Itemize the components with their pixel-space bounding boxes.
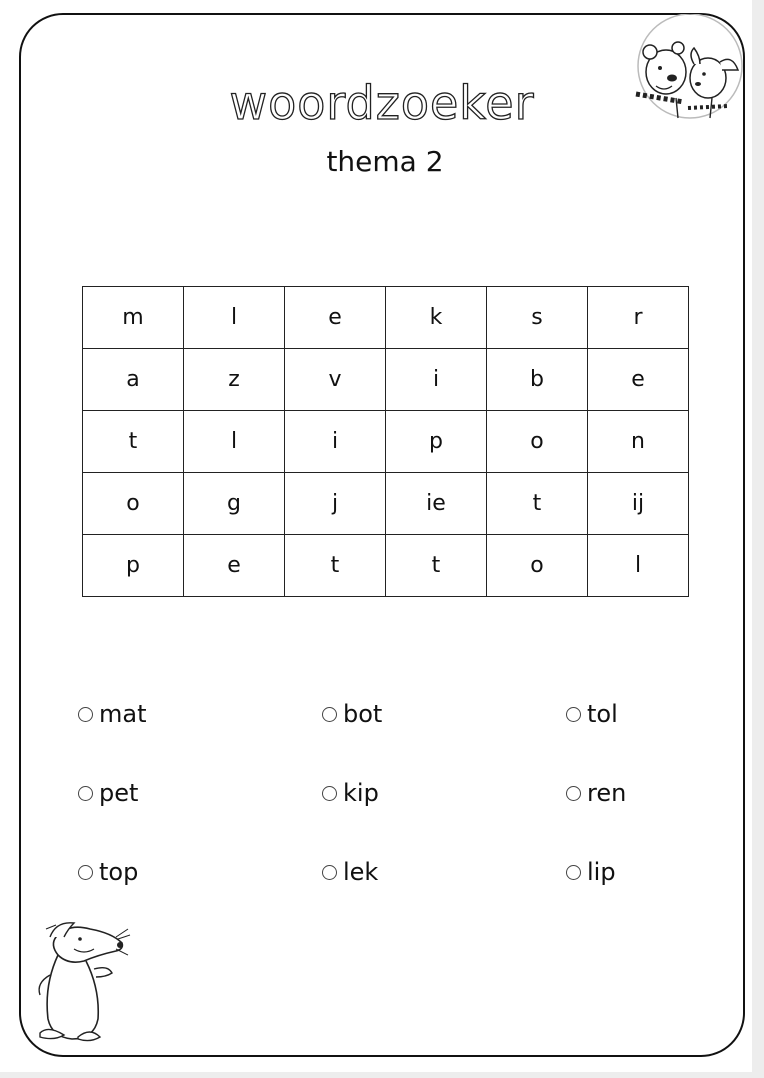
grid-cell[interactable]: l (184, 411, 285, 473)
grid-cell[interactable]: j (285, 473, 386, 535)
checkbox-circle-icon[interactable] (566, 786, 581, 801)
grid-row (83, 535, 689, 597)
grid-cell[interactable]: r (588, 287, 689, 349)
grid-cell[interactable]: i (386, 349, 487, 411)
grid-row (83, 473, 689, 535)
grid-row (83, 349, 689, 411)
grid-cell[interactable]: l (184, 287, 285, 349)
word-label: kip (343, 779, 379, 807)
word-item-top[interactable] (78, 858, 138, 886)
grid-cell[interactable]: o (487, 411, 588, 473)
mole-illustration (28, 915, 132, 1047)
grid-row (83, 411, 689, 473)
checkbox-circle-icon[interactable] (322, 865, 337, 880)
grid-cell[interactable]: p (83, 535, 184, 597)
grid-cell[interactable]: ie (386, 473, 487, 535)
grid-cell[interactable]: o (487, 535, 588, 597)
word-item-lek[interactable] (322, 858, 378, 886)
checkbox-circle-icon[interactable] (78, 707, 93, 722)
checkbox-circle-icon[interactable] (566, 865, 581, 880)
checkbox-circle-icon[interactable] (566, 707, 581, 722)
grid-cell[interactable]: s (487, 287, 588, 349)
word-label: ren (587, 779, 627, 807)
word-label: pet (99, 779, 139, 807)
grid-cell[interactable]: i (285, 411, 386, 473)
grid-cell[interactable]: a (83, 349, 184, 411)
page-subtitle: thema 2 (326, 145, 444, 178)
checkbox-circle-icon[interactable] (78, 865, 93, 880)
checkbox-circle-icon[interactable] (322, 707, 337, 722)
grid-cell[interactable]: z (184, 349, 285, 411)
grid-cell[interactable]: p (386, 411, 487, 473)
grid-cell[interactable]: b (487, 349, 588, 411)
grid-cell[interactable]: v (285, 349, 386, 411)
grid-cell[interactable]: t (285, 535, 386, 597)
grid-cell[interactable]: e (285, 287, 386, 349)
checkbox-circle-icon[interactable] (322, 786, 337, 801)
word-label: lek (343, 858, 379, 886)
word-item-mat[interactable] (78, 700, 147, 728)
word-item-kip[interactable] (322, 779, 379, 807)
word-label: mat (99, 700, 147, 728)
grid-cell[interactable]: n (588, 411, 689, 473)
word-item-pet[interactable] (78, 779, 138, 807)
grid-cell[interactable]: l (588, 535, 689, 597)
grid-row (83, 287, 689, 349)
grid-cell[interactable]: e (184, 535, 285, 597)
word-item-tol[interactable] (566, 700, 618, 728)
grid-cell[interactable]: g (184, 473, 285, 535)
grid-cell[interactable]: t (487, 473, 588, 535)
word-label: tol (587, 700, 618, 728)
word-search-grid (82, 286, 689, 597)
grid-cell[interactable]: t (83, 411, 184, 473)
grid-cell[interactable]: ij (588, 473, 689, 535)
word-item-bot[interactable] (322, 700, 382, 728)
word-label: bot (343, 700, 383, 728)
grid-cell[interactable]: k (386, 287, 487, 349)
word-item-lip[interactable] (566, 858, 616, 886)
word-item-ren[interactable] (566, 779, 626, 807)
grid-cell[interactable]: m (83, 287, 184, 349)
checkbox-circle-icon[interactable] (78, 786, 93, 801)
word-label: lip (587, 858, 616, 886)
page-title: woordzoeker (229, 76, 535, 130)
grid-cell[interactable]: t (386, 535, 487, 597)
grid-cell[interactable]: o (83, 473, 184, 535)
grid-cell[interactable]: e (588, 349, 689, 411)
word-label: top (99, 858, 139, 886)
